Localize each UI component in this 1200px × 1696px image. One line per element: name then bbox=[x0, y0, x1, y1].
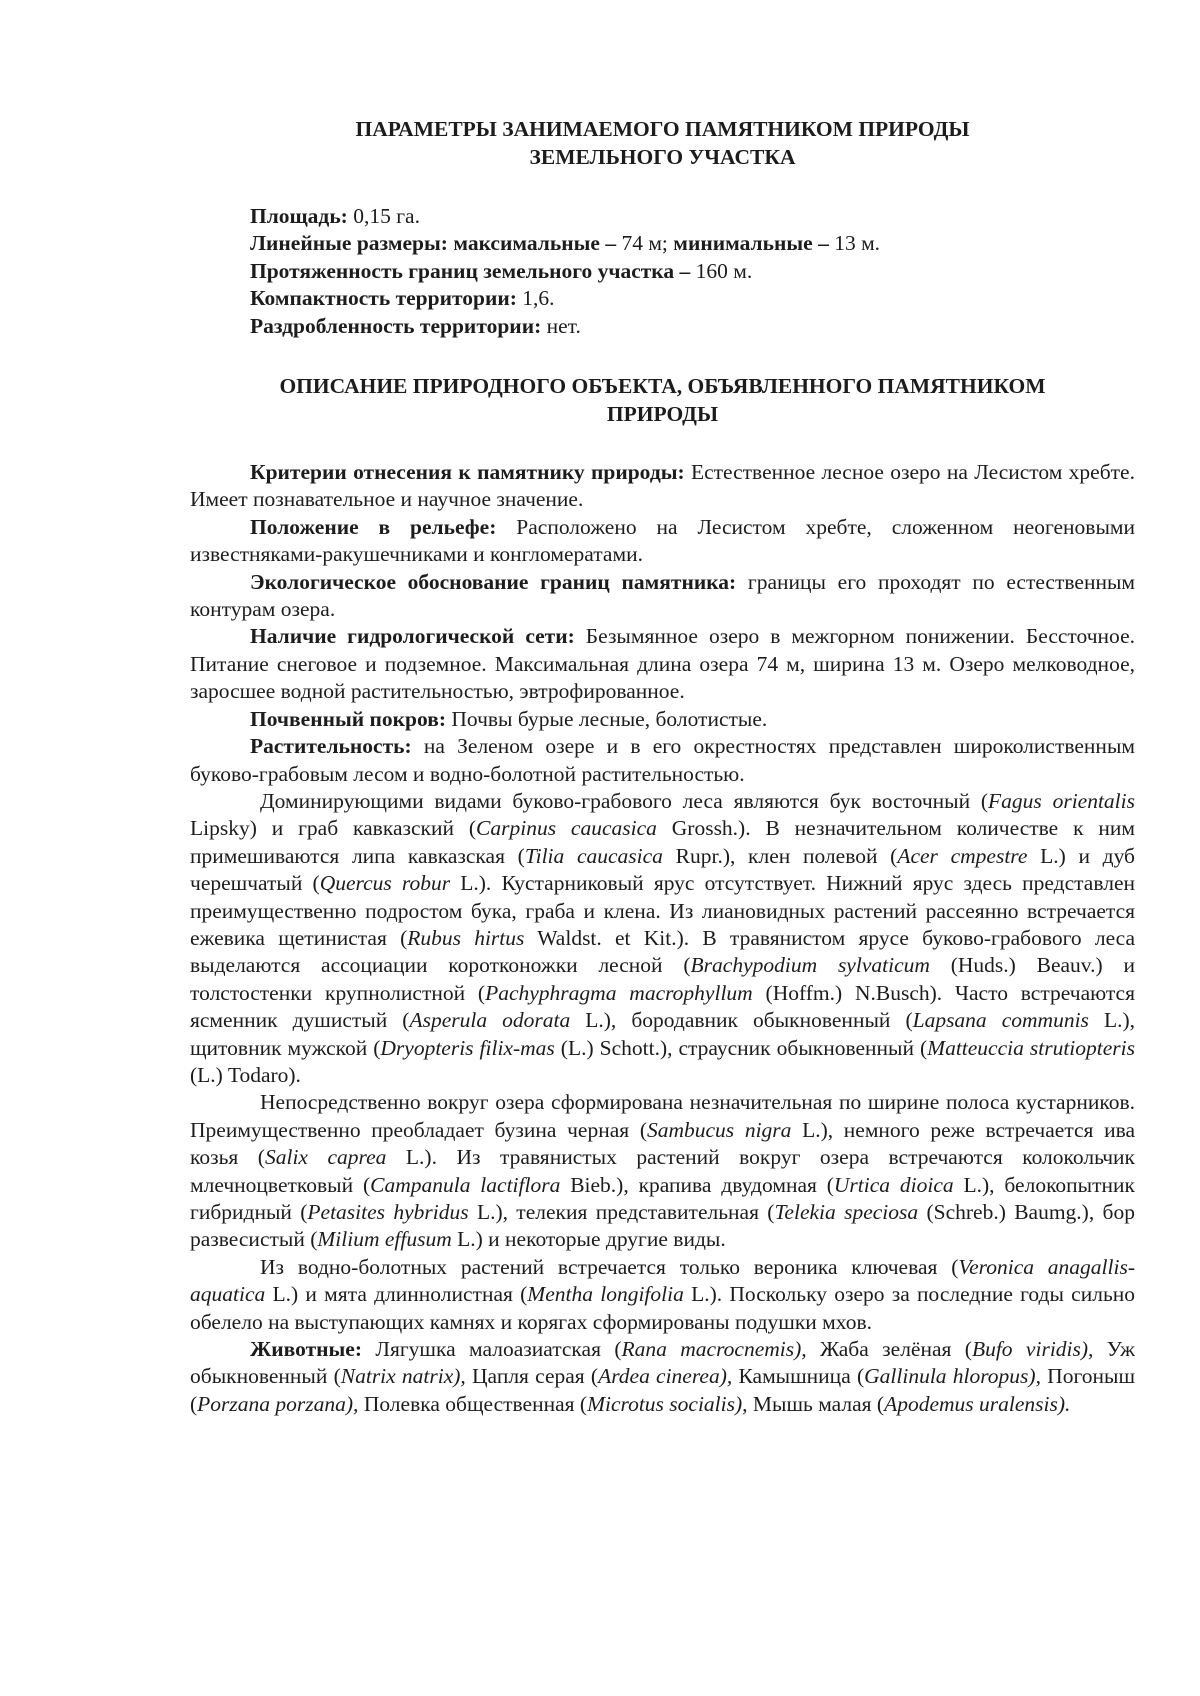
text-run: Жаба зелёная ( bbox=[806, 1337, 972, 1362]
paragraph-criteria bbox=[190, 459, 1135, 514]
paragraph-label: Положение в рельефе: bbox=[250, 514, 497, 539]
paragraph-text: границы его проходят по естественным контурам озера. bbox=[190, 569, 1136, 622]
paragraph-text: Естественное лесное озеро на Лесистом хребте. Имеет познавательное и научное значение. bbox=[190, 460, 1135, 512]
latin-name: Dryopteris filix-mas bbox=[380, 1035, 555, 1060]
paragraph-hydrology bbox=[190, 623, 1135, 705]
text-run: L.) и некоторые другие виды. bbox=[451, 1227, 726, 1252]
text-run: (L.) Todaro). bbox=[190, 1062, 301, 1087]
param-fragmentation bbox=[250, 313, 1135, 340]
latin-name: Natrix natrix), bbox=[340, 1364, 466, 1389]
paragraph-label: Критерии отнесения к памятнику природы: bbox=[250, 460, 685, 485]
paragraph-label: Наличие гидрологической сети: bbox=[250, 624, 575, 649]
latin-name: Acer cmpestre bbox=[897, 843, 1028, 868]
text-run: Непосредственно вокруг озера сформирована незначительная по ширине полоса кустарников. Преимущественно преобладает бузина черная ( bbox=[190, 1090, 1135, 1142]
param-label: Протяженность границ земельного участка – bbox=[250, 258, 691, 283]
param-label: Площадь: bbox=[250, 204, 348, 228]
paragraph-text: на Зеленом озере и в его окрестностях представлен широколиственным буково-грабовым лесом и водно-болотной растительностью. bbox=[190, 734, 1135, 786]
paragraph-label: Животные: bbox=[250, 1337, 363, 1362]
text-run: Лягушка малоазиатская ( bbox=[362, 1337, 622, 1362]
latin-name: Veronica anagallis-aquatica bbox=[190, 1254, 1135, 1307]
latin-name: Salix caprea bbox=[264, 1145, 387, 1170]
section-heading-parameters bbox=[190, 115, 1135, 171]
text-run: Lipsky) и граб кавказский ( bbox=[190, 816, 477, 841]
heading-line: ПАРАМЕТРЫ ЗАНИМАЕМОГО ПАМЯТНИКОМ ПРИРОДЫ bbox=[355, 117, 970, 141]
text-run: L.), телекия представительная ( bbox=[468, 1200, 775, 1224]
text-run: L.). Из травянистых растений вокруг озера встречаются колокольчик млечноцветковый ( bbox=[190, 1145, 1136, 1197]
param-value: нет. bbox=[541, 313, 581, 338]
text-run: Полевка общественная ( bbox=[358, 1391, 588, 1416]
text-run: Bieb.), крапива двудомная ( bbox=[560, 1172, 834, 1197]
latin-name: Mentha longifolia bbox=[527, 1282, 684, 1307]
latin-name: Apodemus uralensis). bbox=[884, 1391, 1071, 1416]
latin-name: Lapsana communis bbox=[912, 1008, 1089, 1033]
text-run: (Huds.) Beauv.) и толстостенки крупнолистной ( bbox=[190, 953, 1135, 1005]
param-label: Линейные размеры: максимальные – bbox=[250, 231, 617, 256]
text-run: (L.) Schott.), страусник обыкновенный ( bbox=[554, 1035, 928, 1060]
latin-name: Rana macrocnemis), bbox=[621, 1337, 807, 1362]
paragraph-ecological-justification bbox=[190, 569, 1135, 624]
latin-name: Campanula lactiflora bbox=[370, 1172, 561, 1197]
latin-name: Tilia caucasica bbox=[524, 843, 663, 868]
latin-name: Gallinula hloropus), bbox=[864, 1364, 1041, 1389]
latin-name: Telekia speciosa bbox=[774, 1200, 919, 1224]
param-linear-dimensions bbox=[250, 230, 1135, 257]
param-label: Раздробленность территории: bbox=[250, 313, 542, 338]
paragraph-wetland-plants bbox=[190, 1254, 1135, 1336]
paragraph-forest-species bbox=[190, 788, 1135, 1089]
param-value: 13 м. bbox=[828, 231, 881, 256]
paragraph-soil bbox=[190, 706, 1135, 733]
param-perimeter bbox=[250, 258, 1135, 285]
paragraph-label: Почвенный покров: bbox=[250, 706, 446, 731]
paragraph-animals bbox=[190, 1336, 1135, 1418]
text-run: Grossh.). В незначительном количестве к ним примешиваются липа кавказская ( bbox=[190, 816, 1135, 868]
text-run: L.), щитовник мужской ( bbox=[190, 1008, 1136, 1060]
text-run: Камышница ( bbox=[732, 1364, 865, 1389]
section-heading-description bbox=[190, 372, 1135, 428]
latin-name: Bufo viridis), bbox=[971, 1337, 1094, 1362]
paragraph-text: Почвы бурые лесные, болотистые. bbox=[446, 706, 768, 731]
text-run: L.), немного реже встречается ива козья ( bbox=[190, 1117, 1135, 1170]
param-label: минимальные – bbox=[673, 231, 829, 256]
text-run: Доминирующими видами буково-грабового леса являются бук восточный ( bbox=[260, 788, 989, 813]
parameters-list bbox=[250, 203, 1135, 340]
param-compactness bbox=[250, 285, 1135, 312]
paragraph-relief bbox=[190, 514, 1135, 569]
latin-name: Quercus robur bbox=[319, 871, 451, 896]
paragraph-vegetation bbox=[190, 733, 1135, 788]
text-run: Из водно-болотных растений встречается только вероника ключевая ( bbox=[260, 1254, 959, 1279]
heading-line: ЗЕМЕЛЬНОГО УЧАСТКА bbox=[529, 145, 796, 169]
latin-name: Matteuccia strutiopteris bbox=[927, 1035, 1135, 1060]
paragraph-text: Расположено на Лесистом хребте, сложенном неогеновыми известняками-ракушечниками и конгломератами. bbox=[190, 514, 1136, 567]
param-value: 160 м. bbox=[690, 258, 753, 283]
param-label: Компактность территории: bbox=[250, 286, 517, 311]
param-value: 74 м; bbox=[616, 231, 674, 256]
text-run: Мышь малая ( bbox=[747, 1391, 885, 1416]
param-area bbox=[250, 203, 1135, 230]
latin-name: Porzana porzana), bbox=[197, 1391, 359, 1416]
document-page bbox=[190, 115, 1135, 1418]
text-run: L.). Поскольку озеро за последние годы сильно обелело на выступающих камнях и корягах сформированы подушки мхов. bbox=[190, 1282, 1136, 1334]
text-run: L.), бородавник обыкновенный ( bbox=[570, 1008, 913, 1033]
latin-name: Sambucus nigra bbox=[646, 1117, 792, 1142]
text-run: Цапля серая ( bbox=[465, 1364, 599, 1389]
description-body bbox=[190, 459, 1135, 1418]
heading-line: ПРИРОДЫ bbox=[606, 402, 719, 427]
latin-name: Ardea cinerea), bbox=[598, 1364, 733, 1389]
text-run: Уж обыкновенный ( bbox=[190, 1337, 1135, 1389]
latin-name: Pachyphragma macrophyllum bbox=[485, 980, 753, 1005]
latin-name: Petasites hybridus bbox=[307, 1200, 469, 1224]
latin-name: Rubus hirtus bbox=[407, 925, 525, 950]
latin-name: Fagus orientalis bbox=[988, 788, 1135, 813]
text-run: L.), белокопытник гибридный ( bbox=[190, 1172, 1135, 1224]
text-run: L.) и дуб черешчатый ( bbox=[190, 843, 1135, 896]
latin-name: Urtica dioica bbox=[833, 1172, 954, 1197]
latin-name: Microtus socialis), bbox=[587, 1391, 748, 1416]
paragraph-text: Безымянное озеро в межгорном понижении. Бессточное. Питание снеговое и подземное. Максимальная длина озера 74 м, ширина 13 м. Озеро мелководное, заросшее водной растительностью, эвтрофированное. bbox=[190, 624, 1135, 704]
latin-name: Brachypodium sylvaticum bbox=[690, 953, 930, 978]
text-run: Погоныш ( bbox=[190, 1364, 1136, 1416]
text-run: L.) и мята длиннолистная ( bbox=[265, 1282, 528, 1307]
latin-name: Asperula odorata bbox=[409, 1008, 571, 1033]
heading-line: ОПИСАНИЕ ПРИРОДНОГО ОБЪЕКТА, ОБЪЯВЛЕННОГО ПАМЯТНИКОМ bbox=[279, 374, 1046, 399]
param-value: 1,6. bbox=[516, 286, 555, 311]
text-run: (Schreb.) Baumg.), бор развесистый ( bbox=[190, 1200, 1135, 1252]
text-run: (Hoffm.) N.Busch). Часто встречаются ясменник душистый ( bbox=[190, 980, 1135, 1033]
paragraph-label: Растительность: bbox=[250, 734, 412, 759]
paragraph-lakeside-shrubs bbox=[190, 1089, 1135, 1253]
text-run: Rupr.), клен полевой ( bbox=[662, 843, 898, 868]
text-run: L.). Кустарниковый ярус отсутствует. Нижний ярус здесь представлен преимущественно подростом бука, граба и клена. Из лиановидных растений рассеянно встречается ежевика щетинистая ( bbox=[190, 871, 1135, 950]
text-run: Waldst. et Kit.). В травянистом ярусе буково-грабового леса выделаются ассоциации коротконожки лесной ( bbox=[190, 925, 1135, 978]
latin-name: Milium effusum bbox=[317, 1227, 452, 1252]
latin-name: Carpinus caucasica bbox=[476, 816, 657, 841]
paragraph-label: Экологическое обоснование границ памятника: bbox=[250, 569, 737, 594]
param-value: 0,15 га. bbox=[347, 204, 420, 228]
